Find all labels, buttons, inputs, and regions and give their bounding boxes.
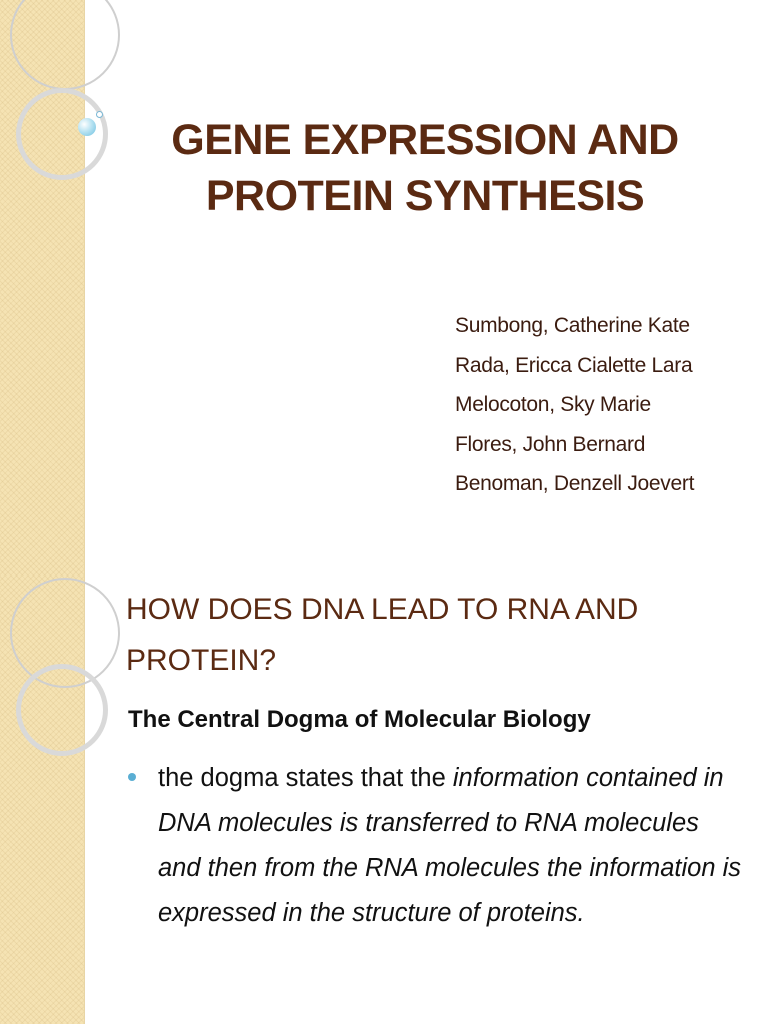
decorative-bubble-icon xyxy=(78,118,96,136)
bullet-icon xyxy=(128,773,136,781)
author-name: Melocoton, Sky Marie xyxy=(455,393,651,416)
decorative-ring-icon xyxy=(16,88,108,180)
author-name: Flores, John Bernard xyxy=(455,432,646,456)
author-name: Rada, Ericca Cialette Lara xyxy=(455,353,693,377)
bullet-text xyxy=(158,756,748,936)
bullet-italic-text: information contained in DNA molecules is transferred to RNA molecules and then from the RNA molecules the information is expressed in the structure of proteins. xyxy=(158,764,742,927)
slide-title: GENE EXPRESSION AND PROTEIN SYNTHESIS xyxy=(171,116,679,220)
decorative-ring-icon xyxy=(16,664,108,756)
slide-heading: HOW DOES DNA LEAD TO RNA AND PROTEIN? xyxy=(126,593,639,677)
author-list xyxy=(455,306,694,504)
author-name: Sumbong, Catherine Kate xyxy=(455,314,690,337)
author-name: Benoman, Denzell Joevert xyxy=(455,472,695,495)
slide-subheading: The Central Dogma of Molecular Biology xyxy=(128,706,591,733)
content-slide xyxy=(0,576,768,1024)
bullet-plain-text: the dogma states that the xyxy=(158,764,453,792)
